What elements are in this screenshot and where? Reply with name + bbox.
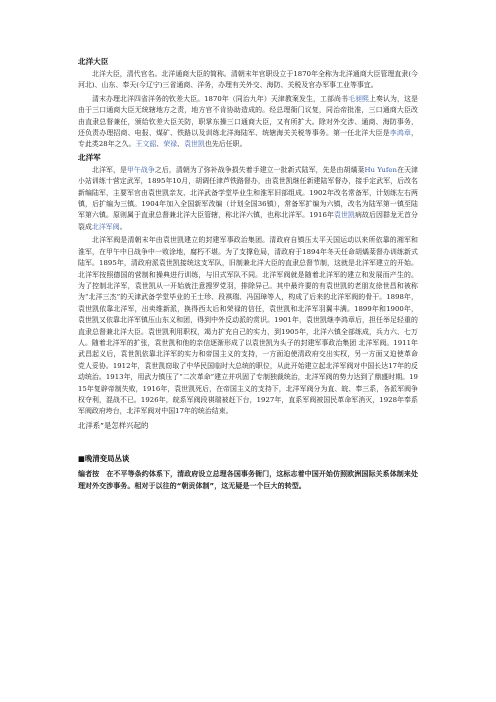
- text-run: 上奏认为，这是由于三口通商大臣无统辖地方之责，地方官不肯协助造成的。经总理衙门议复，同治帝批准，三口通商大臣改由直隶总督兼任，颁给钦差大臣关防，职掌东操三口通商大臣，又有所扩大。除对外交涉、通商、海防事务，还负责办理招商、电报、煤矿、铁路以及训练北洋海陆军、统辖海关关税等事务。第一任北洋大臣是: [78, 94, 419, 138]
- text-run: 清末办理北洋四省洋务的钦差大臣。1870年（同治九年）天津教案发生，工部尚书: [92, 94, 348, 103]
- paragraph: 北洋军阀是清朝末年由袁世凯建立的封建军事政治集团。清政府自镇压太平天国运动以来所依靠的湘军和淮军，在甲午中日战争中一败涂地，腐朽不堪。为了支撑危局，清政府于1894年冬天任命胡燏棻督办训练新式陆军。1895年，清政府派袁世凯接统这支军队，旧制兼北洋大臣的直隶总督节制，这就是北洋军建立的开始。北洋军按照德国的营制和操典进行训练，与旧式军队不同。北洋军阀就是随着北洋军的建立和发展而产生的。为了控制北洋军，袁世凯从一开始就注意搜罗党羽，排除异己。其中最许要的有袁世凯的老朋友徐世昌和被称为“北洋三杰”的天津武备学堂毕业的王士珍、段祺瑞、冯国璋等人，构成了后来的北洋军阀的骨干。1898年，袁世凯依靠北洋军，出卖维新派，换得西太后和荣禄的信任，袁世凯和北洋军羽翼丰满。1899年和1900年，袁世凯又依靠北洋军镇压山东义和团，得到中外反动派的赏识。1901年，袁世凯继李鸿章后，担任举足轻重的直隶总督兼北洋大臣。袁世凯利用职权，竭力扩充自己的实力，到1905年，北洋六镇全部练成，兵力六、七万人。随着北洋军的扩张，袁世凯和他的亲信逐渐形成了以袁世凯为头子的封建军事政治集团 北洋军阀。1911年武昌起义后，袁世凯依靠北洋军的实力和帝国主义的支持，一方面迫使清政府交出实权，另一方面又迫使革命党人妥协。1912年，袁世凯窃取了中华民国临时大总统的职位，从此开始建立起北洋军阀对中国长达17年的反动统治。1913年，用武力镇压了“二次革命”建立并巩固了专制独裁统治，北洋军阀的势力达到了鼎盛时期。1915年复辟帝制失败，1916年，袁世凯死后，在帝国主义的支持下，北洋军阀分为直、皖、奉三系，各派军阀争权夺利，混战不已。1926年，皖系军阀段祺瑞被赶下台，1927年，直系军阀被国民革命军消灭，1928年奉系军阀政府垮台，北洋军阀对中国17年的统治结束。: [78, 236, 418, 416]
- section-heading-beiyang-rise: [78, 420, 418, 431]
- link-sino-japanese-war[interactable]: 甲午战争: [126, 165, 155, 174]
- section-heading-beiyang-army: 北洋军: [78, 152, 101, 162]
- editor-note: 编者按 在不平等条约体系下，清政府设立总理各国事务衙门，这标志着中国开始仿照欧洲国际关系体制来处理对外交涉事务。相对于以往的“朝贡体制”，这无疑是一个巨大的转型。: [78, 469, 418, 491]
- text-run: 在天津小站训练十营定武军，1895年10月，胡调任津芦铁路督办，由袁世凯继任新建陆军督办，接手定武军，后改名新编陆军，主要军官由袁世凯亲友、北洋武备学堂毕业生和淮军旧部组成。1902年改名常备军，计划练左右两镇，后扩编为三镇。1904年加入全国新军改编（计划全国36镇），常备军扩编为六镇，改名为陆军第一镇至陆军第六镇。原则属于直隶总督兼北洋大臣管辖，称北洋六镇，也称北洋军。1916年: [78, 165, 419, 220]
- column-title: ■晚清变局丛谈: [78, 453, 130, 463]
- link-yuan-shikai-2[interactable]: 袁世凯: [333, 211, 356, 220]
- text-run: 病故后因群龙无首分裂成: [78, 211, 418, 231]
- text-run: 、: [177, 140, 185, 149]
- text-run: 北洋军，是: [92, 165, 127, 174]
- link-li-hongzhang[interactable]: 李鸿章: [389, 129, 412, 138]
- link-wang-wenshao[interactable]: 王文韶: [135, 140, 157, 149]
- link-beiyang-warlords[interactable]: 北洋军阀: [91, 222, 120, 231]
- link-hu-yufen[interactable]: Hu Yufen: [364, 165, 398, 174]
- section-heading-beiyang-dachen: 北洋大臣: [78, 57, 109, 66]
- text-run: 也先后任职。: [204, 140, 247, 149]
- text-run: 。: [119, 222, 127, 231]
- link-ronglu[interactable]: 荣禄: [163, 140, 178, 149]
- paragraph: [78, 94, 418, 151]
- link-mao-changxi[interactable]: 毛昶熙: [348, 94, 370, 103]
- text-run: 、: [156, 140, 164, 149]
- text-run: 之后，清朝为了弥补战争损失着手建立一批新式陆军，先是由胡燏棻: [154, 165, 365, 174]
- heading-text: 北洋系”是怎样兴起的: [78, 420, 149, 430]
- link-yuan-shikai[interactable]: 袁世凯: [184, 140, 205, 149]
- document-body: [78, 57, 418, 493]
- paragraph: 北洋大臣，清代官名。北洋通商大臣的简称。清朝末年官职设立于1870年全称为北洋通商大臣管理直隶(今河北)、山东、奉天(今辽宁)三省通商、洋务，办理有关外交、海防、关税及官办军事工业等事宜。: [78, 70, 418, 90]
- text-run: ，专此类28年之久。: [78, 129, 418, 149]
- paragraph: [78, 165, 418, 233]
